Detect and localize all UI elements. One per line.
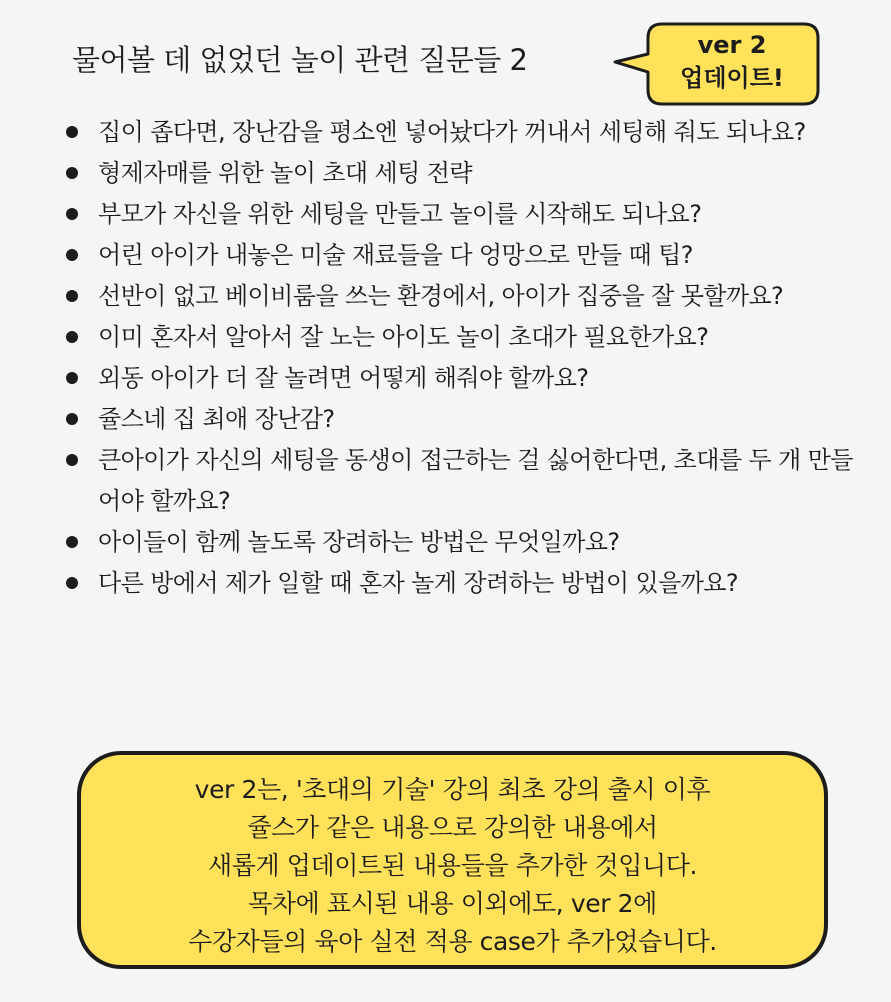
list-item-text: 선반이 없고 베이비룸을 쓰는 환경에서, 아이가 집중을 잘 못할까요? [98, 282, 784, 310]
bullet-icon [66, 454, 78, 466]
bullet-icon [66, 331, 78, 343]
question-list [0, 112, 891, 604]
bullet-icon [66, 126, 78, 138]
list-item-text: 큰아이가 자신의 세팅을 동생이 접근하는 걸 싫어한다면, 초대를 두 개 만들어야 할까요? [98, 446, 853, 515]
list-item [98, 399, 858, 440]
list-item [98, 235, 858, 276]
version-callout-text: ver 2 업데이트! [680, 31, 784, 92]
note-line: 목차에 표시된 내용 이외에도, ver 2에 [248, 889, 657, 918]
bullet-icon [66, 290, 78, 302]
bullet-icon [66, 536, 78, 548]
list-item-text: 부모가 자신을 위한 세팅을 만들고 놀이를 시작해도 되나요? [98, 200, 702, 228]
note-line: 새롭게 업데이트된 내용들을 추가한 것입니다. [208, 851, 697, 880]
bullet-icon [66, 577, 78, 589]
list-item [98, 153, 858, 194]
list-item [98, 440, 858, 522]
list-item-text: 외동 아이가 더 잘 놀려면 어떻게 해줘야 할까요? [98, 364, 589, 392]
list-item [98, 358, 858, 399]
list-item [98, 112, 858, 153]
list-item [98, 194, 858, 235]
list-item-text: 어린 아이가 내놓은 미술 재료들을 다 엉망으로 만들 때 팁? [98, 241, 693, 269]
note-line: 쥴스가 같은 내용으로 강의한 내용에서 [247, 813, 658, 842]
list-item [98, 276, 858, 317]
list-item [98, 317, 858, 358]
list-item-text: 다른 방에서 제가 일할 때 혼자 놀게 장려하는 방법이 있을까요? [98, 569, 738, 597]
bullet-icon [66, 208, 78, 220]
version-callout [610, 22, 830, 108]
bullet-icon [66, 413, 78, 425]
page-title: 물어볼 데 없었던 놀이 관련 질문들 2 [72, 43, 528, 77]
bullet-icon [66, 249, 78, 261]
bullet-icon [66, 167, 78, 179]
list-item-text: 이미 혼자서 알아서 잘 노는 아이도 놀이 초대가 필요한가요? [98, 323, 709, 351]
list-item-text: 집이 좁다면, 장난감을 평소엔 넣어놨다가 꺼내서 세팅해 줘도 되나요? [98, 118, 806, 146]
list-item [98, 563, 858, 604]
list-item-text: 형제자매를 위한 놀이 초대 세팅 전략 [98, 159, 472, 187]
note-line: 수강자들의 육아 실전 적용 case가 추가었습니다. [188, 927, 717, 956]
list-item [98, 522, 858, 563]
list-item-text: 쥴스네 집 최애 장난감? [98, 405, 335, 433]
version-note-box [77, 751, 828, 969]
bullet-icon [66, 372, 78, 384]
list-item-text: 아이들이 함께 놀도록 장려하는 방법은 무엇일까요? [98, 528, 620, 556]
note-line: ver 2는, '초대의 기술' 강의 최초 강의 출시 이후 [194, 775, 711, 804]
